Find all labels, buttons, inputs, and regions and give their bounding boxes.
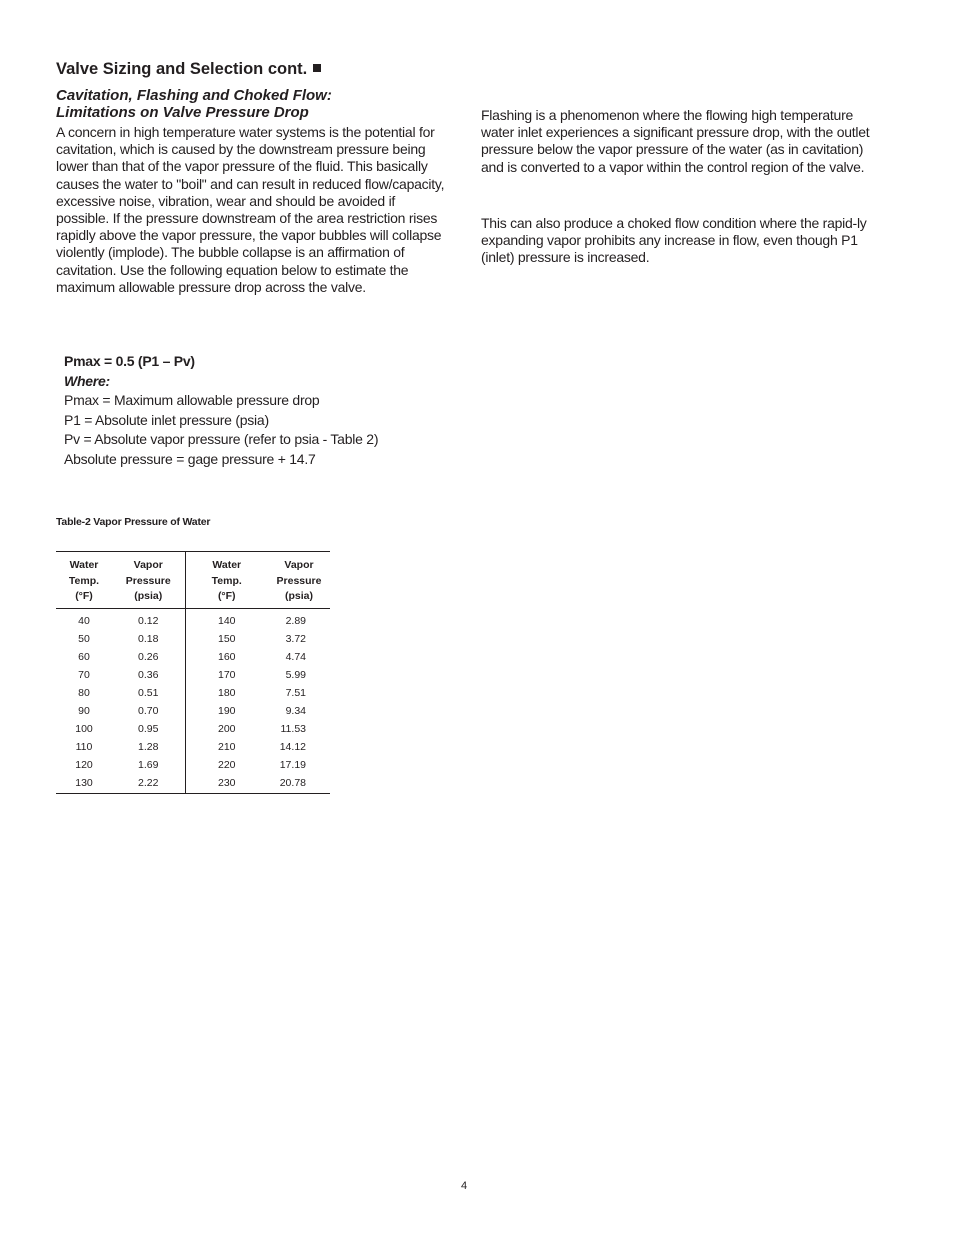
table-cell: 210 [217, 740, 236, 753]
table-cell: 7.51 [285, 686, 306, 699]
table-cell: 0.18 [112, 630, 185, 648]
header-vapor-pressure: Vapor Pressure (psia) [112, 552, 185, 609]
table-cell: 160 [217, 650, 236, 663]
definition-pv: Pv = Absolute vapor pressure (refer to psia - Table 2) [64, 431, 379, 448]
definition-absolute-pressure: Absolute pressure = gage pressure + 14.7 [64, 450, 316, 467]
table-cell: 80 [78, 686, 90, 699]
table-row [56, 648, 330, 666]
header-vapor-pressure: Vapor Pressure (psia) [268, 552, 330, 609]
table-cell: 0.95 [112, 720, 185, 738]
cavitation-paragraph: A concern in high temperature water systems is the potential for cavitation, which is caused by the downstream pressure being lower than that of the vapor pressure of the fluid. This basically causes the water to "boil" and can result in reduced flow/capacity, excessive noise, vibration, wear and should be avoided if possible. If the pressure downstream of the area restriction rises rapidly above the vapor pressure, the vapor bubbles will collapse violently (implode). The bubble collapse is an affirmation of cavitation. Use the following equation below to estimate the maximum allowable pressure drop across the valve. [56, 124, 445, 295]
table-cell: 1.69 [112, 756, 185, 774]
table-cell: 0.36 [112, 666, 185, 684]
table-cell: 100 [75, 722, 93, 735]
equation-block [64, 352, 378, 470]
table-caption: Table-2 Vapor Pressure of Water [56, 516, 211, 528]
table-cell: 190 [217, 704, 236, 717]
square-bullet-icon [313, 64, 321, 72]
table-cell: 220 [217, 758, 236, 771]
table-cell: 200 [217, 722, 236, 735]
table-cell: 0.12 [112, 608, 185, 630]
table-row [56, 666, 330, 684]
page-title [56, 60, 321, 79]
subhead-line-1: Cavitation, Flashing and Choked Flow: [56, 87, 332, 104]
page-number: 4 [461, 1180, 468, 1192]
table-row [56, 774, 330, 794]
header-water-temp: Water Temp. (°F) [185, 552, 268, 609]
table-cell: 4.74 [285, 650, 306, 663]
section-subhead [56, 87, 332, 121]
vapor-pressure-table [56, 551, 330, 794]
choked-flow-paragraph: This can also produce a choked flow condition where the rapid-ly expanding vapor prohibits any increase in flow, even though P1 (inlet) pressure is increased. [481, 215, 867, 266]
flashing-paragraph: Flashing is a phenomenon where the flowing high temperature water inlet experiences a significant pressure drop, with the outlet pressure below the vapor pressure of the water (as in cavitation) and is converted to a vapor within the control region of the valve. [481, 107, 870, 175]
table-cell: 20.78 [279, 776, 306, 789]
table-cell: 5.99 [285, 668, 306, 681]
definition-pmax: Pmax = Maximum allowable pressure drop [64, 392, 320, 409]
table-cell: 2.89 [285, 614, 306, 627]
table-cell: 1.28 [112, 738, 185, 756]
table-cell: 3.72 [285, 632, 306, 645]
table-cell: 0.51 [112, 684, 185, 702]
table-cell: 0.26 [112, 648, 185, 666]
table-cell: 150 [217, 632, 236, 645]
table-cell: 120 [75, 758, 93, 771]
table-cell: 17.19 [279, 758, 306, 771]
table-cell: 180 [217, 686, 236, 699]
table-cell: 230 [217, 776, 236, 789]
table-cell: 0.70 [112, 702, 185, 720]
table-cell: 14.12 [279, 740, 306, 753]
table-row [56, 684, 330, 702]
table-cell: 130 [75, 776, 93, 789]
header-water-temp: Water Temp. (°F) [56, 552, 112, 609]
subhead-line-2: Limitations on Valve Pressure Drop [56, 104, 309, 121]
table-cell: 70 [78, 668, 90, 681]
table-cell: 50 [78, 632, 90, 645]
table-cell: 90 [78, 704, 90, 717]
page-title-text: Valve Sizing and Selection cont. [56, 60, 308, 78]
definition-p1: P1 = Absolute inlet pressure (psia) [64, 411, 269, 428]
equation-formula: Pmax = 0.5 (P1 – Pv) [64, 353, 195, 369]
equation-where: Where: [64, 372, 110, 389]
table-cell: 140 [217, 614, 236, 627]
table-cell: 40 [78, 614, 90, 627]
table-row [56, 756, 330, 774]
table-cell: 110 [75, 740, 93, 753]
table-row [56, 702, 330, 720]
table-cell: 9.34 [285, 704, 306, 717]
table-row [56, 630, 330, 648]
table-header-row [56, 552, 330, 609]
table-row [56, 720, 330, 738]
table-cell: 11.53 [280, 722, 306, 735]
table-row [56, 608, 330, 630]
table-cell: 60 [78, 650, 90, 663]
table-cell: 170 [217, 668, 236, 681]
table-row [56, 738, 330, 756]
table-cell: 2.22 [112, 774, 185, 794]
